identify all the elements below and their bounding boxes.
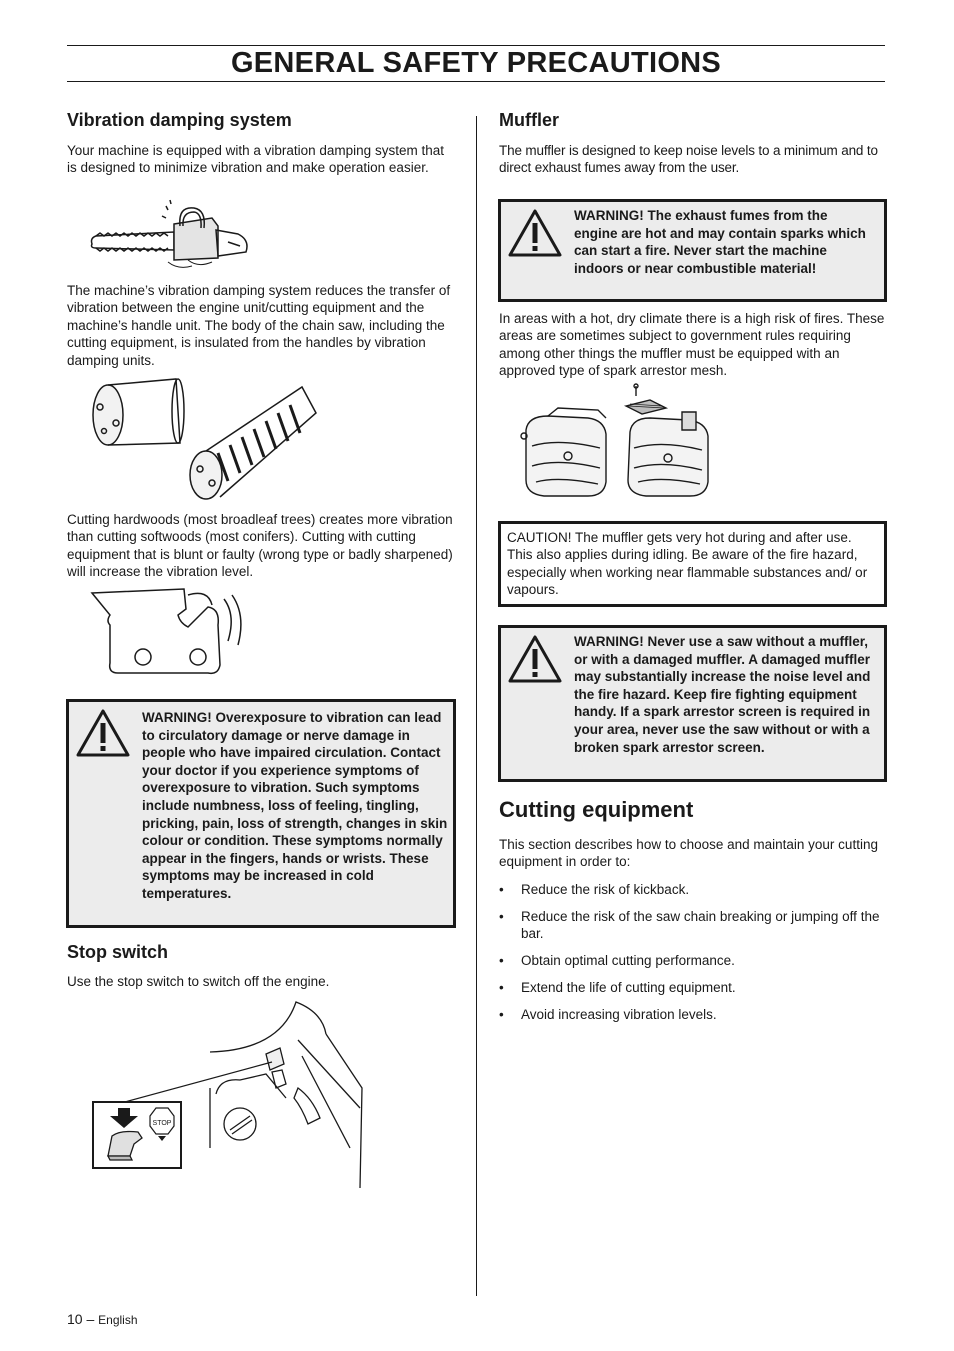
muffler-caution-box	[498, 521, 887, 607]
muffler-warning-box-2	[498, 625, 887, 782]
page-title: GENERAL SAFETY PRECAUTIONS	[230, 47, 722, 79]
vibration-dampers-illustration	[88, 373, 328, 503]
cutting-equipment-heading: Cutting equipment	[499, 797, 694, 822]
cutting-equipment-intro: This section describes how to choose and maintain your cutting equipment in order to:	[499, 837, 878, 870]
header-bottom-rule	[67, 81, 885, 82]
list-item: • Obtain optimal cutting performance.	[499, 953, 735, 969]
cutting-equipment-bullet-list	[499, 881, 887, 1033]
warning-triangle-icon	[507, 634, 563, 684]
stop-switch-illustration	[90, 998, 370, 1188]
warning-triangle-icon	[75, 708, 131, 758]
warning-triangle-icon	[507, 208, 563, 258]
list-item: • Avoid increasing vibration levels.	[499, 1007, 717, 1023]
vibration-paragraph-2: The machine’s vibration damping system reduces the transfer of vibration between the engine unit/cutting equipment and the machine’s handle unit. The body of the chain saw, including the cutting equipment, is insulated from the handles by vibration damping units.	[67, 283, 451, 368]
list-item: • Reduce the risk of the saw chain breaking or jumping off the bar.	[499, 909, 880, 942]
vibration-warning-text: WARNING! Overexposure to vibration can lead to circulatory damage or nerve damage in people who have impaired circulation. Contact your doctor if you experience symptoms of overexposure to vibration. Such symptoms include numbness, loss of feeling, tingling, pricking, pain, loss of strength, changes in skin colour or condition. These symptoms normally appear in the fingers, hands or wrists. These symptoms may be increased in cold temperatures.	[142, 710, 448, 901]
muffler-warning-text-1: WARNING! The exhaust fumes from the engine are hot and may contain sparks which can start a fire. Never start the machine indoors or near combustible material!	[574, 208, 866, 276]
muffler-paragraph-1: The muffler is designed to keep noise levels to a minimum and to direct exhaust fumes away from the user.	[499, 143, 878, 176]
stop-icon-label: STOP	[152, 1120, 172, 1127]
vibration-paragraph-3: Cutting hardwoods (most broadleaf trees) creates more vibration than cutting softwoods (most conifers). Cutting with cutting equipment that is blunt or faulty (wrong type or badly sharpened) will increase the vibration level.	[67, 512, 453, 580]
muffler-warning-text-2: WARNING! Never use a saw without a muffler, or with a damaged muffler. A damaged muffler may substantially increase the noise level and the fire hazard. Keep fire fighting equipment handy. If a spark arrestor screen is required in your area, never use the saw without or with a broken spark arrestor screen.	[574, 634, 871, 755]
muffler-warning-box-1	[498, 199, 887, 302]
vibration-heading: Vibration damping system	[67, 110, 292, 130]
list-item: • Extend the life of cutting equipment.	[499, 980, 736, 996]
chainsaw-illustration	[88, 196, 258, 274]
vibration-paragraph-1: Your machine is equipped with a vibration damping system that is designed to minimize vibration and make operation easier.	[67, 143, 444, 176]
list-item: • Reduce the risk of kickback.	[499, 882, 690, 897]
page-footer	[67, 1311, 138, 1327]
muffler-heading: Muffler	[499, 110, 559, 130]
stop-switch-paragraph: Use the stop switch to switch off the engine.	[67, 974, 330, 989]
footer-language: English	[98, 1313, 138, 1327]
muffler-illustration	[518, 382, 718, 504]
muffler-paragraph-2: In areas with a hot, dry climate there is a high risk of fires. These areas are sometimes subject to government rules requiring among other things the muffler must be equipped with an approved type of spark arrestor mesh.	[499, 311, 885, 379]
muffler-caution-text: CAUTION! The muffler gets very hot during and after use. This also applies during idling. Be aware of the fire hazard, especially when working near flammable substances and/ or vapours.	[507, 530, 868, 598]
vibration-warning-box	[66, 699, 456, 928]
saw-chain-cutter-illustration	[88, 585, 258, 681]
page-number: 10 –	[67, 1311, 95, 1327]
stop-switch-heading: Stop switch	[67, 942, 169, 962]
column-divider	[476, 116, 477, 1296]
